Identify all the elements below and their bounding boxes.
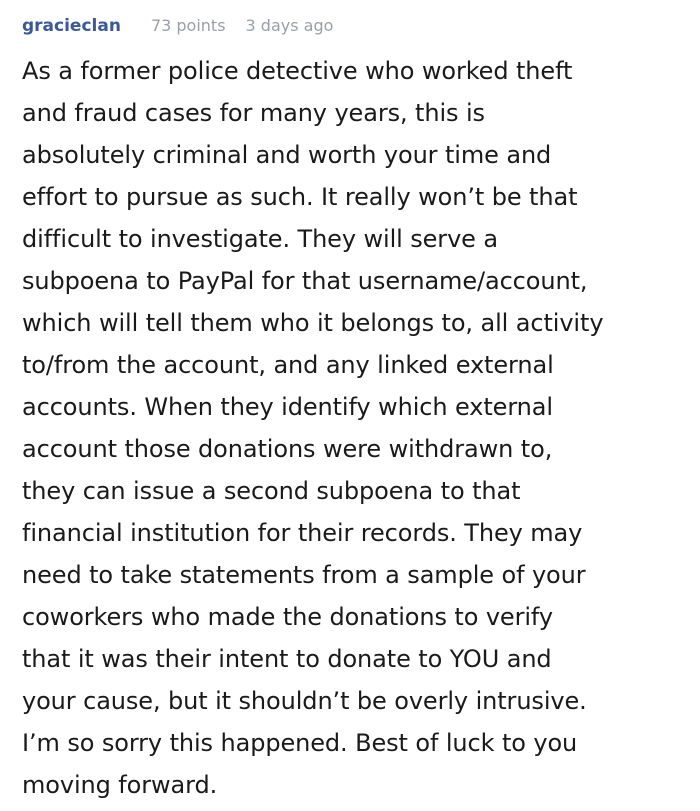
comment-line: I’m so sorry this happened. Best of luck to you [22, 729, 578, 757]
comment-meta [22, 16, 682, 46]
comment-line: difficult to investigate. They will serve a [22, 225, 498, 253]
comment-line: and fraud cases for many years, this is [22, 99, 485, 127]
comment-line: account those donations were withdrawn to, [22, 435, 553, 463]
comment-line: your cause, but it shouldn’t be overly intrusive. [22, 687, 587, 715]
comment-line: which will tell them who it belongs to, all activity [22, 309, 604, 337]
comment-line: As a former police detective who worked theft [22, 57, 573, 85]
comment-line: to/from the account, and any linked external [22, 351, 554, 379]
comment-line: absolutely criminal and worth your time and [22, 141, 552, 169]
comment-line: need to take statements from a sample of your [22, 561, 586, 589]
comment-line: coworkers who made the donations to verify [22, 603, 553, 631]
points-count: 73 points [150, 16, 226, 35]
comment-line: accounts. When they identify which external [22, 393, 553, 421]
comment-line: that it was their intent to donate to YOU and [22, 645, 552, 673]
comment-line: subpoena to PayPal for that username/account, [22, 267, 588, 295]
comment-text [22, 50, 682, 806]
author-link[interactable]: gracieclan [22, 16, 121, 36]
comment [22, 16, 682, 806]
timestamp[interactable]: 3 days ago [245, 16, 334, 35]
comment-line: moving forward. [22, 771, 218, 799]
comment-line: effort to pursue as such. It really won’t be that [22, 183, 578, 211]
comment-line: they can issue a second subpoena to that [22, 477, 521, 505]
comment-line: financial institution for their records. They may [22, 519, 583, 547]
